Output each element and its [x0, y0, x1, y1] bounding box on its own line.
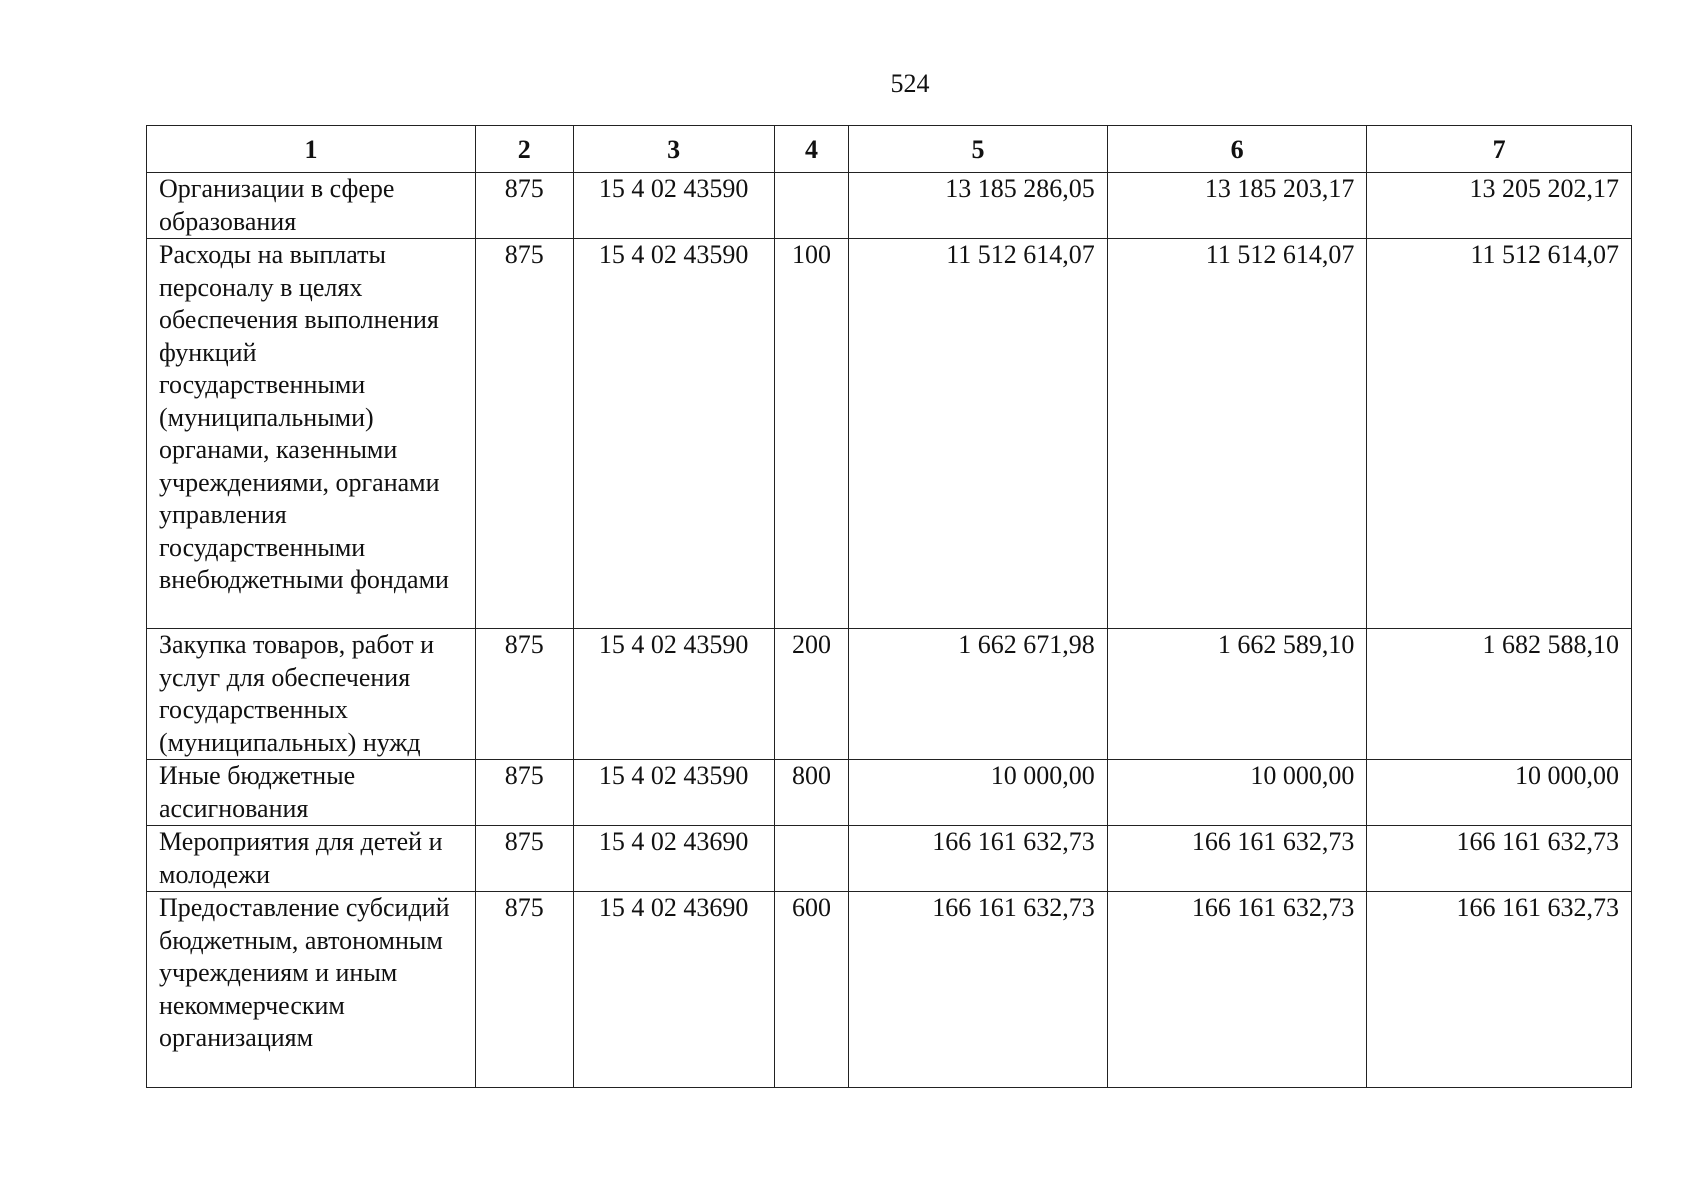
row-col-2: 875 — [475, 629, 573, 760]
row-col-3: 15 4 02 43590 — [573, 629, 774, 760]
row-col-5: 166 161 632,73 — [849, 826, 1108, 892]
table-row — [147, 826, 1632, 892]
table-row — [147, 173, 1632, 239]
row-name: Мероприятия для детей и молодежи — [147, 826, 476, 892]
header-col-4: 4 — [774, 126, 848, 173]
row-name: Предоставление субсидий бюджетным, автономным учреждениям и иным некоммерческим организациям — [147, 892, 476, 1088]
page-number: 524 — [890, 69, 930, 98]
header-col-2: 2 — [475, 126, 573, 173]
table-row — [147, 629, 1632, 760]
row-col-7: 1 682 588,10 — [1367, 629, 1632, 760]
table-row — [147, 892, 1632, 1088]
row-col-4: 800 — [774, 760, 848, 826]
header-row — [147, 126, 1632, 173]
row-col-4 — [774, 173, 848, 239]
row-col-6: 11 512 614,07 — [1107, 239, 1367, 629]
row-col-3: 15 4 02 43590 — [573, 239, 774, 629]
row-col-6: 13 185 203,17 — [1107, 173, 1367, 239]
row-col-5: 166 161 632,73 — [849, 892, 1108, 1088]
table-row — [147, 760, 1632, 826]
row-col-5: 13 185 286,05 — [849, 173, 1108, 239]
header-col-3: 3 — [573, 126, 774, 173]
header-col-5: 5 — [849, 126, 1108, 173]
row-col-2: 875 — [475, 239, 573, 629]
row-col-5: 10 000,00 — [849, 760, 1108, 826]
row-col-3: 15 4 02 43590 — [573, 173, 774, 239]
row-col-6: 1 662 589,10 — [1107, 629, 1367, 760]
row-col-3: 15 4 02 43690 — [573, 892, 774, 1088]
row-col-2: 875 — [475, 760, 573, 826]
row-col-4: 600 — [774, 892, 848, 1088]
row-col-4 — [774, 826, 848, 892]
row-name: Закупка товаров, работ и услуг для обеспечения государственных (муниципальных) нужд — [147, 629, 476, 760]
row-col-7: 166 161 632,73 — [1367, 826, 1632, 892]
row-col-7: 166 161 632,73 — [1367, 892, 1632, 1088]
row-col-5: 1 662 671,98 — [849, 629, 1108, 760]
row-col-4: 100 — [774, 239, 848, 629]
row-col-2: 875 — [475, 826, 573, 892]
row-name: Иные бюджетные ассигнования — [147, 760, 476, 826]
row-col-7: 11 512 614,07 — [1367, 239, 1632, 629]
table-row — [147, 239, 1632, 629]
header-col-6: 6 — [1107, 126, 1367, 173]
row-col-6: 166 161 632,73 — [1107, 892, 1367, 1088]
budget-table — [146, 125, 1632, 1088]
row-col-7: 10 000,00 — [1367, 760, 1632, 826]
row-col-5: 11 512 614,07 — [849, 239, 1108, 629]
row-col-4: 200 — [774, 629, 848, 760]
header-col-7: 7 — [1367, 126, 1632, 173]
row-col-6: 166 161 632,73 — [1107, 826, 1367, 892]
row-col-2: 875 — [475, 173, 573, 239]
row-col-6: 10 000,00 — [1107, 760, 1367, 826]
header-col-1: 1 — [147, 126, 476, 173]
row-col-2: 875 — [475, 892, 573, 1088]
row-col-3: 15 4 02 43690 — [573, 826, 774, 892]
row-col-3: 15 4 02 43590 — [573, 760, 774, 826]
row-name: Расходы на выплаты персоналу в целях обеспечения выполнения функций государственными (муниципальными) органами, казенными учреждениями, органами управления государственными внебюджетными фондами — [147, 239, 476, 629]
row-name: Организации в сфере образования — [147, 173, 476, 239]
row-col-7: 13 205 202,17 — [1367, 173, 1632, 239]
